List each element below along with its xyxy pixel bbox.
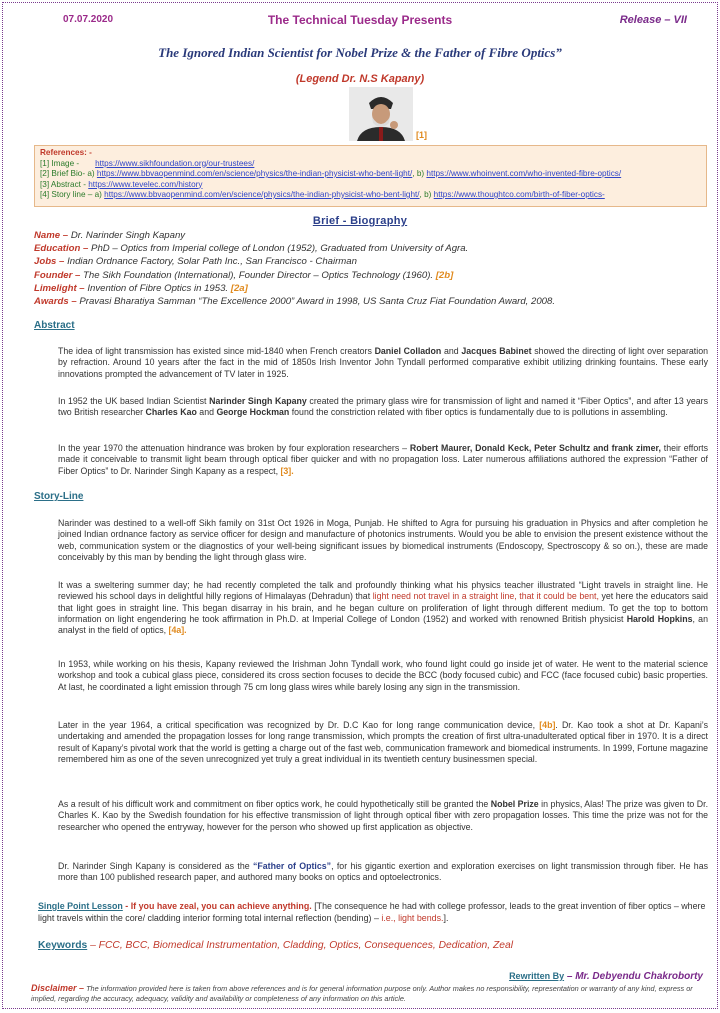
abstract-paragraph-2: In 1952 the UK based Indian Scientist Narinder Singh Kapany created the primary glass wire for transmission of light and named it “Fiber Optics”, and after 13 years two British researcher Charles Kao and George Hockman found the constriction related with fiber optics is fundamentally due to is pollutions in assembling. <box>58 396 708 418</box>
document-page <box>2 2 718 1009</box>
reference-1-label: [1] Image - <box>40 158 80 168</box>
reference-2b-link[interactable]: https://www.whoinvent.com/who-invented-fibre-optics/ <box>426 169 622 178</box>
reference-3-label: [3] Abstract - <box>40 179 86 189</box>
keywords-text: – FCC, BCC, Biomedical Instrumentation, Cladding, Optics, Consequences, Dedication, Zeal <box>87 940 514 951</box>
reference-3 <box>40 180 701 191</box>
reference-4-label: [4] Story line – a) <box>40 190 102 199</box>
story-paragraph-4: Later in the year 1964, a critical specification was recognized by Dr. D.C Kao for long range communication device, [4b]. Dr. Kao took a shot at Dr. Kapani’s undertaking and amended the propagation losses for long range transmission, which prompts the creation of first ultra-unadulterated optical fiber in 1970. It is a direct result of Kapany’s pivotal work that the world is getting a charge out of the fast web, communication framework and biomedical instruments. In 1999, Fortune magazine remembered him as one of the seven unrecognized yet truly a great individual in its twentieth century businessmen special. <box>58 720 709 764</box>
header-date: 07.07.2020 <box>63 14 114 25</box>
keywords-line <box>38 940 513 951</box>
reference-4 <box>40 190 701 201</box>
bio-education-label: Education – <box>34 243 89 255</box>
bio-founder-value: The Sikh Foundation (International), Founder Director – Optics Technology (1960). <box>83 269 434 281</box>
references-heading: References: - <box>40 148 92 157</box>
abstract-paragraph-1: The idea of light transmission has existed since mid-1840 when French creators Daniel Colladon and Jacques Babinet showed the directing of light over separation by refraction. Around 10 years after the fact in the mid of 1850s Irish Inventor John Tyndall performed comparative exhibit utilizing drinking fountains. These early innovations prompted the advancement of TV later in 1925. <box>58 346 708 379</box>
references-box <box>34 145 707 207</box>
bio-awards-value: Pravasi Bharatiya Samman “The Excellence 2000” Award in 1998, US Santa Cruz Fiat Foundation Award, 2008. <box>79 296 556 308</box>
bio-limelight-label: Limelight – <box>34 282 85 294</box>
lesson-zeal: - If you have zeal, you can achieve anything. <box>122 901 312 911</box>
lesson-text: [The consequence he had with college professor, leads to the great invention of fiber optics – where light travels within the core/ cladding interior forming total internal reflection (bending) – <box>38 901 706 923</box>
disclaimer-label: Disclaimer – <box>31 983 85 993</box>
bio-jobs-label: Jobs – <box>34 256 65 268</box>
bio-founder-row <box>34 269 709 282</box>
rewritten-name: – Mr. Debyendu Chakroborty <box>564 971 703 982</box>
abstract-paragraph-3: In the year 1970 the attenuation hindrance was broken by four exploration researchers – Robert Maurer, Donald Keck, Peter Schultz and frank zimer, their efforts made it conceivable to transmit light beam through optical fiber quicker and with no propagation loss. Later numerous affiliations authored the expression “Father of Fiber Optics” to Dr. Narinder Singh Kapany as a respect, [3]. <box>58 443 708 476</box>
bio-education-row <box>34 242 709 255</box>
story-paragraph-6: Dr. Narinder Singh Kapany is considered as the “Father of Optics”, for his gigantic exertion and exploration exercises on light transmission through fiber. He has more than 100 published research paper, and authored many books on optics and optoelectronics. <box>58 861 708 883</box>
bio-founder-ref: [2b] <box>435 269 454 281</box>
bio-limelight-ref: [2a] <box>230 282 248 294</box>
image-reference: [1] <box>416 130 427 140</box>
biography-list <box>34 229 709 308</box>
reference-4b-link[interactable]: https://www.thoughtco.com/birth-of-fiber-optics- <box>433 190 605 199</box>
reference-1-link[interactable]: https://www.sikhfoundation.org/our-trustees/ <box>95 158 255 168</box>
reference-2 <box>40 169 701 180</box>
reference-1 <box>40 159 701 170</box>
keywords-label: Keywords <box>38 940 88 951</box>
reference-2-sep: , b) <box>412 169 425 178</box>
reference-2-label: [2] Brief Bio- a) <box>40 169 95 178</box>
legend-caption: (Legend Dr. N.S Kapany) <box>295 73 425 85</box>
lesson-highlight: i.e., light bends. <box>381 913 444 923</box>
portrait-photo <box>349 87 413 141</box>
article-title: The Ignored Indian Scientist for Nobel Prize & the Father of Fibre Optics” <box>158 45 562 60</box>
reference-4a-link[interactable]: https://www.bbvaopenmind.com/en/science/physics/the-indian-physicist-who-bent-light/ <box>104 190 420 199</box>
header-presents: The Technical Tuesday Presents <box>267 13 453 27</box>
story-paragraph-3: In 1953, while working on his thesis, Kapany reviewed the Irishman John Tyndall work, who found light could go inside jet of water. He went to the material science workshop and took a cubical glass piece, considered its cross section focuses to decide the BCC (body focused cubic) and FCC (face focused cubic) basic properties. At last, he coordinated a light emission through 75 cm long glass wires while barely losing any sign in the transmission. <box>58 659 708 692</box>
bio-limelight-value: Invention of Fibre Optics in 1953. <box>87 282 229 294</box>
header-bar <box>3 11 717 29</box>
story-paragraph-1: Narinder was destined to a well-off Sikh family on 31st Oct 1926 in Moga, Punjab. He shifted to Agra for pursuing his graduation in Physics and after completion he joined Indian ordnance factory as service officer for design and manufacture of photonics instruments. Would you be able to envision the present existence without the web, communication system or the diagnostics of your well-being significant issues by biomedical instruments (Endoscopy, Spectroscopy & so on.), these are made conceivably by this man by bending the light through glass wire. <box>58 518 708 562</box>
bio-founder-label: Founder – <box>34 269 81 281</box>
story-paragraph-5: As a result of his difficult work and commitment on fiber optics work, he could hypothetically still be granted the Nobel Prize in physics, Alas! The prize was given to Dr. Charles K. Kao by the Swedish foundation for his effective transmission of light through optical fiber with zero propagation losses. This time the prize was not for the researcher who opened the entryway, however for the person who showed up first application as objective. <box>58 799 709 832</box>
single-point-lesson <box>38 900 708 924</box>
reference-2a-link[interactable]: https://www.bbvaopenmind.com/en/science/physics/the-indian-physicist-who-bent-light/ <box>96 169 413 178</box>
bio-name-row <box>34 229 709 242</box>
bio-jobs-value: Indian Ordnance Factory, Solar Path Inc., San Francisco - Chairman <box>67 256 357 268</box>
disclaimer-text: The information provided here is taken from above references and is for general information purpose only. Author makes no responsibility, representation or warranty of any kind, express or implied, regarding the accuracy, adequacy, validity and availability or completeness of any information on this article. <box>31 984 693 1003</box>
bio-name-label: Name – <box>34 230 69 241</box>
abstract-heading: Abstract <box>34 320 75 331</box>
lesson-label: Single Point Lesson <box>38 901 123 911</box>
bio-limelight-row <box>34 282 709 295</box>
header-release: Release – VII <box>619 14 687 26</box>
bio-awards-row <box>34 295 709 308</box>
lesson-end: ]. <box>443 913 449 923</box>
rewritten-by <box>509 971 703 982</box>
reference-4-sep: , b) <box>419 190 432 199</box>
story-paragraph-2: It was a sweltering summer day; he had recently completed the talk and profoundly thinking what his physics teacher illustrated “Light travels in straight line. He reviewed his school days in delightful hilly regions of Himalayas (Dehradun) that light need not travel in a straight line, that it could be bent, yet here the educators said that light goes in straight line. This began disarray in his brain, and he began culture on proliferation of light through different medium. To get the top to bottom information on light engendering he took affirmation in Ph.D. at Imperial College of London (1952) and worked with renowned British physicist Harold Hopkins, an analyst in the field of optics, [4a]. <box>58 580 708 636</box>
bio-name-value: Dr. Narinder Singh Kapany <box>70 230 186 241</box>
disclaimer <box>31 983 711 1005</box>
rewritten-label: Rewritten By <box>509 971 565 981</box>
biography-heading: Brief - Biography <box>312 215 408 227</box>
bio-awards-label: Awards – <box>34 296 77 308</box>
reference-3-link[interactable]: https://www.tevelec.com/history <box>88 179 203 189</box>
storyline-heading: Story-Line <box>34 491 84 502</box>
bio-education-value: PhD – Optics from Imperial college of London (1952), Graduated from University of Agra. <box>91 243 469 255</box>
bio-jobs-row <box>34 255 709 268</box>
